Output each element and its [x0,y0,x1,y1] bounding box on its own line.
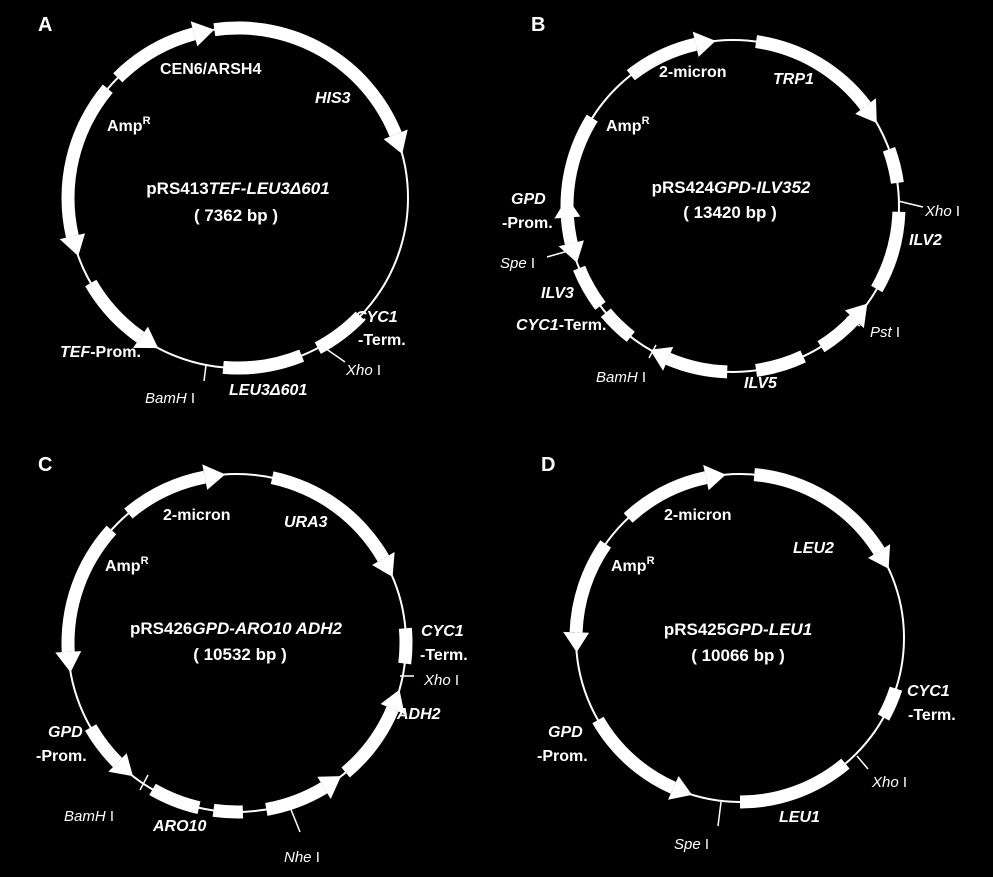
label-his3: HIS3 [315,90,351,107]
xhoi-site-tick-a [322,346,345,362]
label-2-micron-b: 2-micron [659,64,727,81]
xhoi-site-tick-d [857,756,868,769]
feature-ilv2-c-bar [883,147,904,184]
feature-cyc1-terminator-bar [398,628,412,665]
feature-gpd-promoter [554,197,580,244]
label-gpd-c: GPD [48,724,83,741]
feature-ilv2-c [883,147,904,184]
feature-2-micron-arrowhead [703,465,726,490]
label-cyc1-a: CYC1 [355,309,398,326]
label-cyc1-term-d: -Term. [908,707,956,724]
plasmid-name-b: pRS424GPD-ILV352 [651,178,811,197]
label-cyc1-term-c: -Term. [420,647,468,664]
feature-ampr-bar [570,540,611,632]
label-spei-d: Spe I [674,836,710,853]
feature-cyc1-terminator [878,687,902,721]
feature-ilv5-b [755,351,806,377]
label-xhoi-d: Xho I [872,774,908,791]
feature-leu3-delta601 [223,350,305,375]
plasmid-size-c: ( 10532 bp ) [193,645,287,664]
plasmid-size-b: ( 13420 bp ) [683,203,777,222]
feature-adh2 [341,690,404,778]
panel-c [36,454,468,866]
plasmid-size-d: ( 10066 bp ) [691,646,785,665]
feature-adh2-bar [341,706,398,777]
panel-d [537,454,956,853]
label-cyc1-term-b: CYC1-Term. [516,317,607,334]
feature-ampr [563,540,611,652]
feature-ampr-bar [61,85,112,238]
feature-adh2-b-bar [265,782,327,816]
feature-ilv2-b-bar [871,212,905,293]
plasmid-map-c [55,464,412,818]
label-gpd-b: GPD [511,191,546,208]
panel-a [38,14,408,407]
feature-gpd-promoter-bar [85,724,122,767]
label-aro10: ARO10 [153,818,207,835]
feature-aro10 [149,784,200,814]
label-bamhi-c: BamH I [64,808,115,825]
label-ura3: URA3 [284,514,328,531]
feature-ampr-bar [62,526,117,653]
feature-2-micron-arrowhead [693,32,716,57]
panel-b-letter: B [531,14,546,36]
feature-cen6-arsh4-arrowhead [191,21,215,46]
label-xhoi-b: Xho I [925,203,961,220]
feature-gpd-promoter-bar [561,217,578,245]
label-trp1: TRP1 [773,71,814,88]
label-gpd-prom-c: -Prom. [36,748,87,765]
label-leu3-delta601: LEU3Δ601 [229,382,308,399]
feature-2-micron-arrowhead [202,464,225,490]
feature-gpd-promoter-bar [592,717,676,794]
feature-leu1 [740,759,850,809]
feature-ampr [55,526,116,673]
label-ampr-b: Amp$^R$ [606,115,650,135]
feature-gpd-promoter [592,717,692,800]
feature-ilv5-b-bar [755,351,806,377]
feature-ilv5 [650,347,727,379]
plasmid-name-c: pRS426GPD-ARO10 ADH2 [130,619,342,638]
feature-aro10-b-bar [213,804,244,819]
bamhi-site-tick-a [204,365,206,381]
label-ilv2: ILV2 [909,232,942,249]
label-bamhi-a: BamH I [145,390,196,407]
label-leu2: LEU2 [793,540,834,557]
label-cyc1-c: CYC1 [421,623,464,640]
feature-ampr-arrowhead [559,240,584,262]
label-ilv3: ILV3 [541,285,574,302]
plasmid-name-a: pRS413TEF-LEU3Δ601 [146,179,330,198]
label-ilv5: ILV5 [744,375,777,392]
plasmid-size-a: ( 7362 bp ) [193,206,279,225]
feature-ilv3-bar [573,266,606,310]
feature-ilv5-bar [666,353,728,379]
plasmid-name-d: pRS425GPD-LEU1 [663,620,813,639]
label-bamhi-b: BamH I [596,369,647,386]
feature-ampr-arrowhead [60,233,85,256]
feature-tef-promoter [85,280,158,348]
feature-cyc1-terminator-bar [878,687,902,721]
label-ampr-a: Amp$^R$ [107,115,151,135]
feature-his3 [213,22,407,155]
feature-gpd-promoter-arrowhead [554,197,580,218]
label-cyc1-d: CYC1 [907,683,950,700]
label-leu1: LEU1 [779,809,820,826]
label-cen6-arsh4: CEN6/ARSH4 [160,61,262,78]
panel-b [500,14,960,392]
feature-aro10-bar [149,784,200,814]
label-gpd-prom-b: -Prom. [502,215,553,232]
feature-leu1-bar [740,759,850,809]
label-adh2: ADH2 [397,706,441,723]
nhei-site-tick-c [290,807,300,832]
label-ampr-d: Amp$^R$ [611,555,655,575]
feature-ampr-arrowhead [55,651,81,672]
label-gpd-prom-d: -Prom. [537,748,588,765]
feature-tef-promoter-bar [85,280,144,343]
spei-site-tick-d [718,802,721,826]
label-2-micron-c: 2-micron [163,507,231,524]
label-ampr-c: Amp$^R$ [105,555,149,575]
label-xhoi-a: Xho I [346,362,382,379]
feature-aro10-b [213,804,244,819]
xhoi-site-tick-b [898,201,923,207]
panel-a-letter: A [38,14,53,36]
feature-ilv2-b [871,212,905,293]
feature-ilv2-a [818,304,868,353]
label-tef-prom: TEF-Prom. [60,344,141,361]
label-psti-b: Pst I [870,324,901,341]
feature-leu3-delta601-bar [223,350,305,375]
label-cyc1-term-a: -Term. [358,332,406,349]
feature-adh2-b [265,776,341,816]
label-nhei-c: Nhe I [284,849,320,866]
spei-site-tick-b [547,251,568,257]
label-gpd-d: GPD [548,724,583,741]
feature-ilv3 [573,266,606,310]
feature-ampr [60,85,113,257]
feature-ampr-arrowhead [563,632,589,652]
panel-d-letter: D [541,454,556,476]
label-2-micron-d: 2-micron [664,507,732,524]
feature-his3-bar [213,22,401,137]
feature-gpd-promoter [85,724,133,776]
label-xhoi-c: Xho I [424,672,460,689]
label-spei-b: Spe I [500,255,536,272]
feature-cyc1-terminator [398,628,412,665]
panel-c-letter: C [38,454,53,476]
